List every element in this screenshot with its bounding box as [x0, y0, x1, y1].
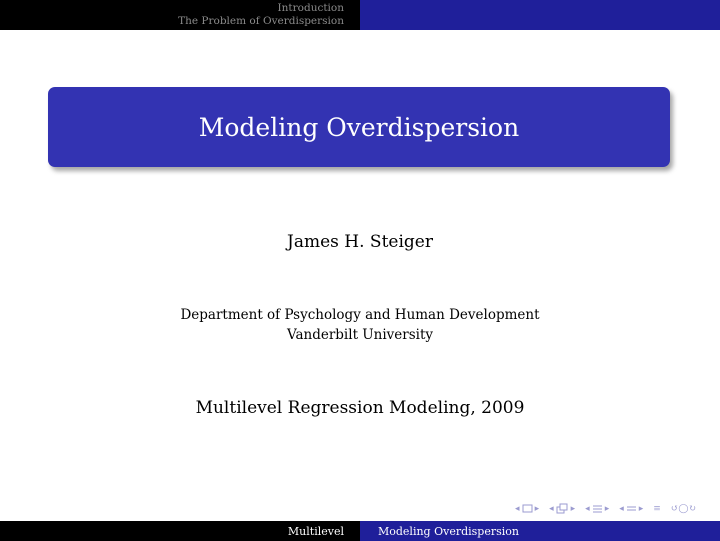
section-link-problem[interactable]: The Problem of Overdispersion [178, 15, 344, 27]
nav-frame-prev-icon[interactable]: ◂ [549, 503, 554, 514]
nav-slide-next-icon[interactable]: ▸ [534, 503, 540, 514]
nav-section-next-icon[interactable]: ▸ [638, 503, 644, 514]
nav-slide-prev-icon[interactable]: ◂ [515, 503, 520, 514]
section-navigation [0, 0, 360, 30]
title-block [48, 87, 670, 167]
footline [0, 521, 720, 541]
nav-slide-icon [522, 504, 533, 513]
nav-align-icon[interactable]: ≡ [653, 503, 661, 514]
section-link-introduction[interactable]: Introduction [277, 2, 344, 14]
footline-right [360, 521, 720, 541]
beamer-navigation-symbols [515, 503, 696, 514]
nav-frame-next-icon[interactable]: ▸ [570, 503, 576, 514]
nav-search-icon[interactable]: ↺◯↻ [670, 503, 696, 514]
headline-bar [0, 0, 720, 30]
headline-right-panel [360, 0, 720, 30]
nav-subsection-prev-icon[interactable]: ◂ [585, 503, 590, 514]
nav-section-icon [626, 503, 637, 514]
nav-section-prev-icon[interactable]: ◂ [619, 503, 624, 514]
slide-title: Modeling Overdispersion [198, 112, 520, 142]
date-line: Multilevel Regression Modeling, 2009 [195, 398, 525, 418]
nav-subsection-icon [592, 503, 603, 514]
footer-short-title: Modeling Overdispersion [378, 524, 519, 538]
footer-short-author: Multilevel [287, 524, 344, 538]
nav-subsection-next-icon[interactable]: ▸ [604, 503, 610, 514]
institute-department: Department of Psychology and Human Development [180, 307, 540, 323]
author: James H. Steiger [287, 232, 433, 252]
nav-frame-icon [556, 503, 569, 514]
institute-university: Vanderbilt University [286, 327, 434, 343]
footline-left [0, 521, 360, 541]
